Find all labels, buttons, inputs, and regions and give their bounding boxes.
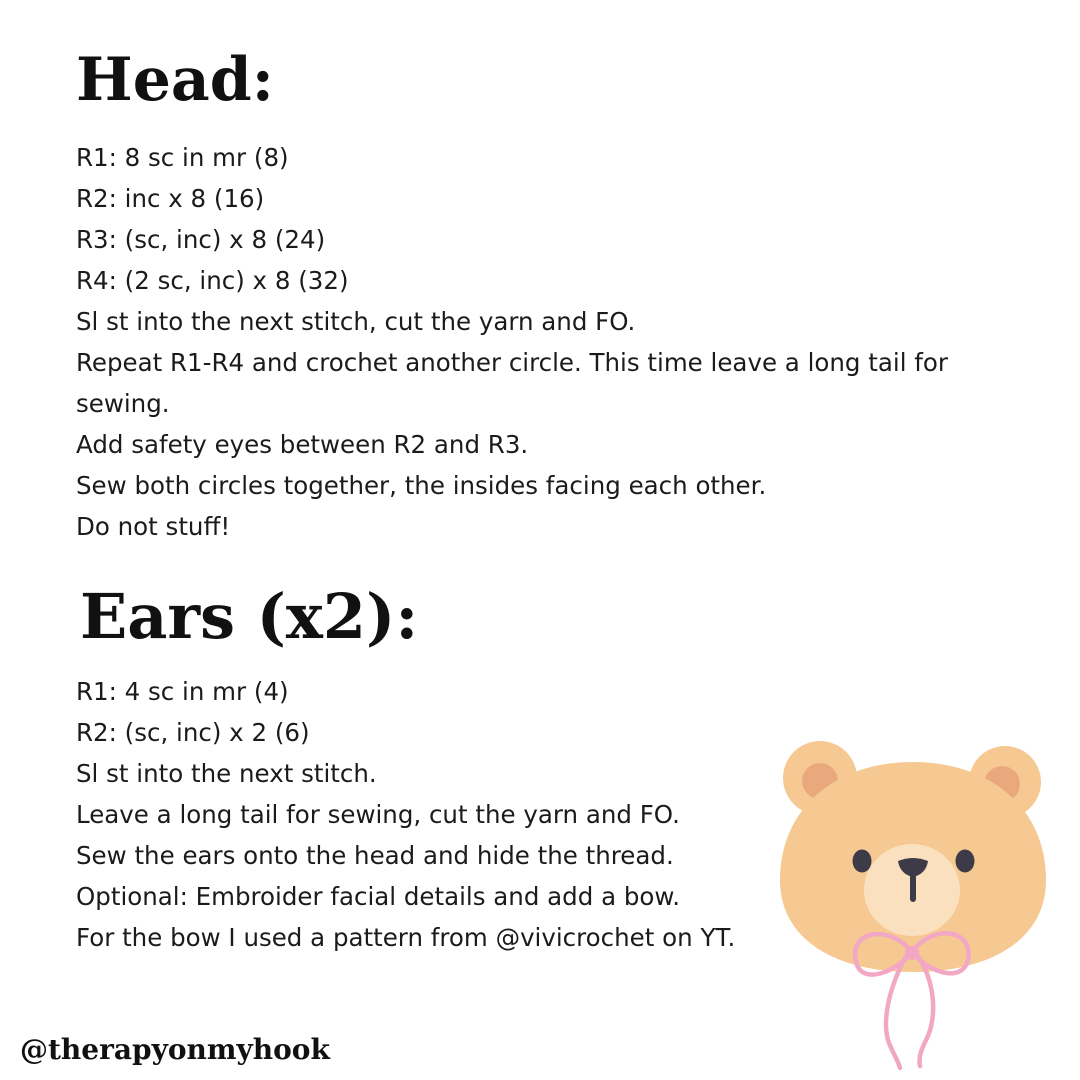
instruction-line: R2: (sc, inc) x 2 (6) <box>76 718 310 747</box>
ears-instructions-list <box>76 671 796 958</box>
bear-left-eye <box>853 850 872 873</box>
instruction-line: Sl st into the next stitch. <box>76 759 377 788</box>
head-instructions-list <box>76 137 1006 547</box>
bear-right-eye <box>956 850 975 873</box>
instruction-line: Sl st into the next stitch, cut the yarn and FO. <box>76 307 636 336</box>
bow-knot <box>905 946 919 960</box>
ears-section-title: Ears (x2): <box>80 580 419 653</box>
author-handle: @therapyonmyhook <box>20 1033 330 1066</box>
instruction-line: Add safety eyes between R2 and R3. <box>76 430 529 459</box>
bear-head-icon <box>770 730 1060 1075</box>
instruction-line: Leave a long tail for sewing, cut the yarn and FO. <box>76 800 680 829</box>
instruction-line: R1: 8 sc in mr (8) <box>76 143 289 172</box>
instruction-line: Optional: Embroider facial details and add a bow. <box>76 882 680 911</box>
instruction-line: Do not stuff! <box>76 512 231 541</box>
bear-mouth-line <box>910 874 916 902</box>
instruction-line: R4: (2 sc, inc) x 8 (32) <box>76 266 349 295</box>
instruction-line: R2: inc x 8 (16) <box>76 184 265 213</box>
head-section-title: Head: <box>76 45 274 115</box>
instruction-line: Sew the ears onto the head and hide the thread. <box>76 841 674 870</box>
instruction-line: R1: 4 sc in mr (4) <box>76 677 289 706</box>
instruction-line: Sew both circles together, the insides facing each other. <box>76 471 767 500</box>
instruction-line: For the bow I used a pattern from @vivicrochet on YT. <box>76 923 736 952</box>
instruction-line: R3: (sc, inc) x 8 (24) <box>76 225 326 254</box>
instruction-line: Repeat R1-R4 and crochet another circle. This time leave a long tail for sewing. <box>76 348 948 418</box>
